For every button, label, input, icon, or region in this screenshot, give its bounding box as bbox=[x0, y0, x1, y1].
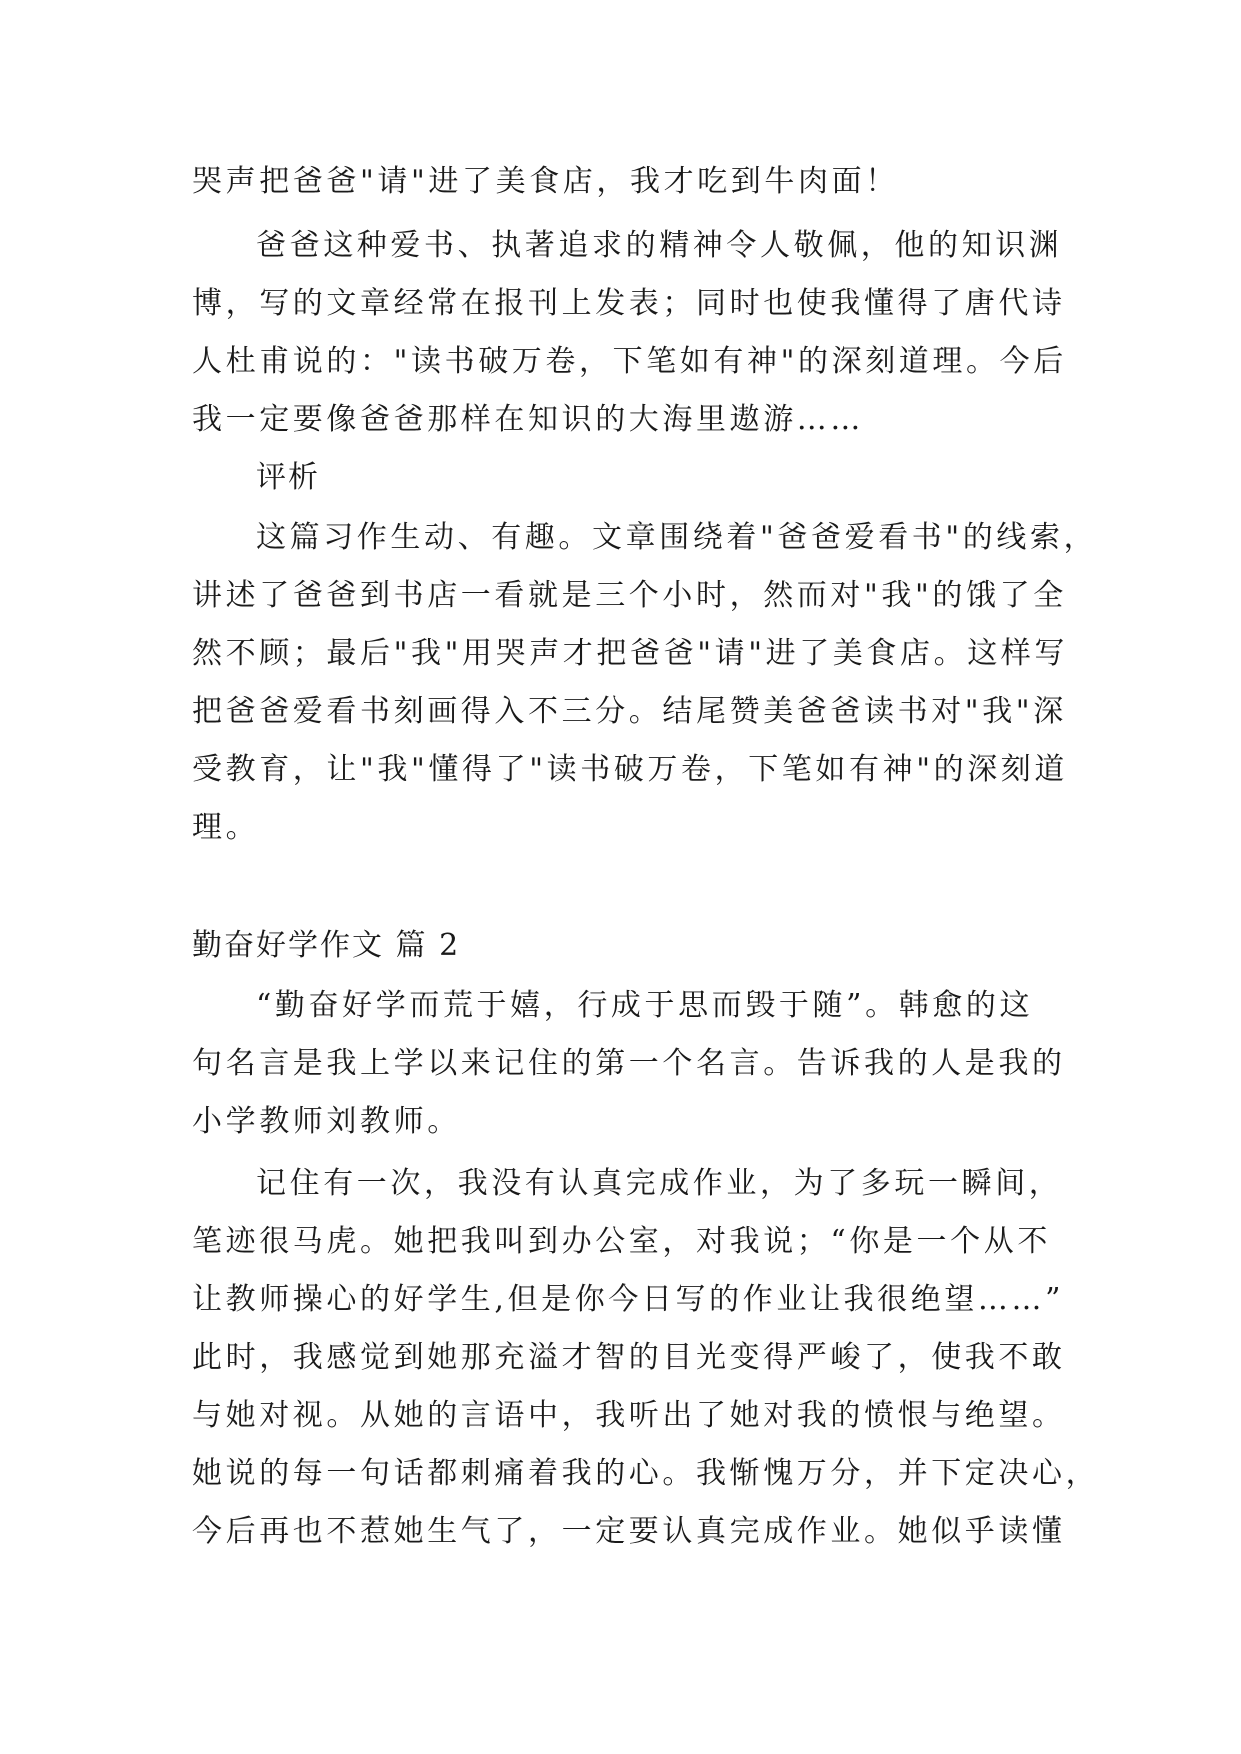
paragraph-line: 与她对视。从她的言语中，我听出了她对我的愤恨与绝望。 bbox=[192, 1398, 1066, 1433]
paragraph-line: 小学教师刘教师。 bbox=[192, 1104, 461, 1139]
paragraph-line: 爸爸这种爱书、执著追求的精神令人敬佩，他的知识渊 bbox=[256, 228, 1063, 263]
article-title: 勤奋好学作文 篇 2 bbox=[192, 928, 461, 963]
paragraph-line: 句名言是我上学以来记住的第一个名言。告诉我的人是我的 bbox=[192, 1046, 1066, 1081]
paragraph-line: 让教师操心的好学生,但是你今日写的作业让我很绝望……” bbox=[192, 1282, 1065, 1317]
paragraph-line: 记住有一次，我没有认真完成作业，为了多玩一瞬间， bbox=[256, 1166, 1063, 1201]
paragraph-line: 受教育，让"我"懂得了"读书破万卷，下笔如有神"的深刻道 bbox=[192, 752, 1068, 787]
paragraph-line: 这篇习作生动、有趣。文章围绕着"爸爸爱看书"的线索， bbox=[256, 520, 1098, 555]
paragraph-line: 今后再也不惹她生气了，一定要认真完成作业。她似乎读懂 bbox=[192, 1514, 1066, 1549]
paragraph-line: 然不顾；最后"我"用哭声才把爸爸"请"进了美食店。这样写 bbox=[192, 636, 1068, 671]
section-heading-analysis: 评析 bbox=[256, 460, 320, 495]
paragraph-line: 博，写的文章经常在报刊上发表；同时也使我懂得了唐代诗 bbox=[192, 286, 1066, 321]
paragraph-line: 我一定要像爸爸那样在知识的大海里遨游…… bbox=[192, 402, 864, 437]
paragraph-line: 把爸爸爱看书刻画得入不三分。结尾赞美爸爸读书对"我"深 bbox=[192, 694, 1067, 729]
paragraph-line: “勤奋好学而荒于嬉，行成于思而毁于随”。韩愈的这 bbox=[256, 988, 1034, 1023]
paragraph-line: 哭声把爸爸"请"进了美食店，我才吃到牛肉面！ bbox=[192, 164, 899, 199]
paragraph-line: 人杜甫说的："读书破万卷，下笔如有神"的深刻道理。今后 bbox=[192, 344, 1067, 379]
paragraph-line: 理。 bbox=[192, 810, 260, 845]
paragraph-line: 笔迹很马虎。她把我叫到办公室，对我说；“你是一个从不 bbox=[192, 1224, 1051, 1259]
paragraph-line: 此时，我感觉到她那充溢才智的目光变得严峻了，使我不敢 bbox=[192, 1340, 1066, 1375]
paragraph-line: 她说的每一句话都刺痛着我的心。我惭愧万分，并下定决心， bbox=[192, 1456, 1100, 1491]
paragraph-line: 讲述了爸爸到书店一看就是三个小时，然而对"我"的饿了全 bbox=[192, 578, 1067, 613]
